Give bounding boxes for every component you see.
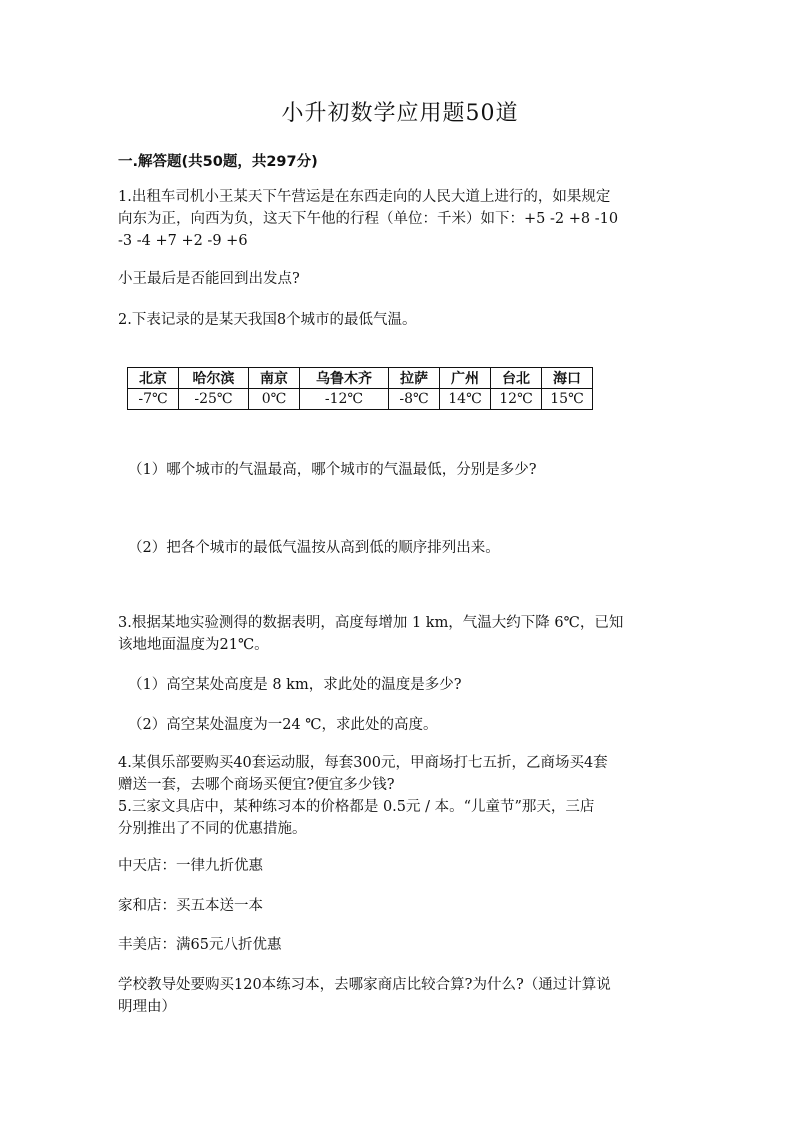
q1-line3: -3 -4 +7 +2 -9 +6	[118, 233, 248, 249]
page-title: 小升初数学应用题50道	[281, 101, 519, 126]
temperature-table	[127, 367, 593, 410]
table-header-row	[128, 368, 593, 389]
q1-line2: 向东为正，向西为负，这天下午他的行程（单位：千米）如下：+5 -2 +8 -10	[118, 211, 619, 227]
q2-text: 2.下表记录的是某天我国8个城市的最低气温。	[118, 312, 417, 328]
q3-line1: 3.根据某地实验测得的数据表明，高度每增加 1 km，气温大约下降 6℃，已知	[118, 615, 624, 631]
q4-line2: 赠送一套，去哪个商场买便宜?便宜多少钱?	[118, 777, 395, 793]
table-cell-temp: 12℃	[491, 389, 542, 410]
table-value-row	[128, 389, 593, 410]
table-cell-temp: 0℃	[249, 389, 300, 410]
q5-question-line1: 学校教导处要购买120本练习本，去哪家商店比较合算?为什么?（通过计算说	[118, 977, 611, 993]
table-cell-city: 南京	[249, 368, 300, 389]
q5-line2: 分别推出了不同的优惠措施。	[118, 821, 307, 837]
q5-store-1: 中天店：一律九折优惠	[118, 858, 263, 874]
q1-line1: 1.出租车司机小王某天下午营运是在东西走向的人民大道上进行的，如果规定	[118, 189, 611, 205]
table-cell-city: 乌鲁木齐	[300, 368, 389, 389]
q3-subquestion-1: （1）高空某处高度是 8 km，求此处的温度是多少?	[128, 677, 462, 693]
q2-subquestion-1: （1）哪个城市的气温最高，哪个城市的气温最低，分别是多少?	[128, 462, 537, 478]
table-cell-temp: -7℃	[128, 389, 179, 410]
table-cell-city: 广州	[440, 368, 491, 389]
table-cell-city: 北京	[128, 368, 179, 389]
table-cell-temp: 14℃	[440, 389, 491, 410]
table-cell-temp: -25℃	[179, 389, 249, 410]
q3-subquestion-2: （2）高空某处温度为一24 ℃，求此处的高度。	[128, 717, 438, 733]
table-cell-temp: -12℃	[300, 389, 389, 410]
table-cell-city: 拉萨	[389, 368, 440, 389]
q5-store-2: 家和店：买五本送一本	[118, 898, 263, 914]
q4-line1: 4.某俱乐部要购买40套运动服，每套300元，甲商场打七五折，乙商场买4套	[118, 755, 608, 771]
table-cell-temp: 15℃	[542, 389, 593, 410]
table-cell-city: 台北	[491, 368, 542, 389]
q2-subquestion-2: （2）把各个城市的最低气温按从高到低的顺序排列出来。	[128, 540, 500, 556]
q5-line1: 5.三家文具店中，某种练习本的价格都是 0.5元 / 本。“儿童节”那天，三店	[118, 799, 595, 815]
q5-question-line2: 明理由）	[118, 999, 176, 1015]
section-heading: 一.解答题(共50题，共297分)	[118, 154, 318, 170]
q5-store-3: 丰美店：满65元八折优惠	[118, 937, 282, 953]
table-cell-city: 哈尔滨	[179, 368, 249, 389]
q3-line2: 该地地面温度为21℃。	[118, 637, 269, 653]
table-cell-city: 海口	[542, 368, 593, 389]
q1-question: 小王最后是否能回到出发点?	[118, 271, 300, 287]
table-cell-temp: -8℃	[389, 389, 440, 410]
